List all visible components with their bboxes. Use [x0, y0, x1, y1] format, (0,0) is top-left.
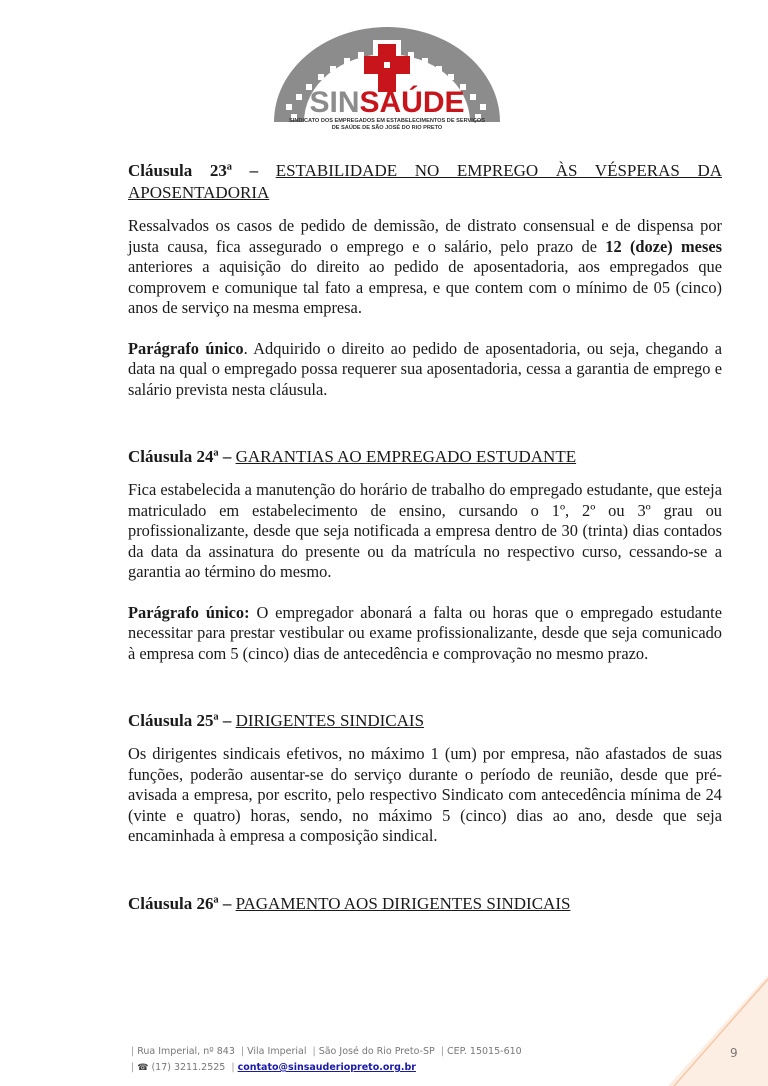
sinsaude-logo [262, 18, 512, 136]
footer-address: Rua Imperial, nº 843 [137, 1046, 235, 1057]
clause-23-paragraph: Ressalvados os casos de pedido de demissão, de distrato consensual e de dispensa por justa causa, fica assegurado o emprego e o salário, pelo prazo de 12 (doze) meses anteriores a aquisição do direito ao pedido de aposentadoria, aos empregados que comprovem e comunique tal fato a empresa, e que contem com o mínimo de 05 (cinco) anos de serviço na mesma empresa. [128, 216, 722, 317]
clause-25-paragraph: Os dirigentes sindicais efetivos, no máximo 1 (um) por empresa, não afastados de suas funções, poderão ausentar-se do serviço durante o período de reunião, desde que pré-avisada a empresa, por escrito, pelo respectivo Sindicato com antecedência mínima de 24 (vinte e quatro) horas, sendo, no máximo 5 (cinco) dias ao ano, desde que seja encaminhada à empresa a composição sindical. [128, 744, 722, 845]
footer-contact-line: | ☎ (17) 3211.2525 | contato@sinsauderiopreto.org.br [131, 1062, 416, 1073]
clause-title: ESTABILIDADE NO EMPREGO ÀS VÉSPERAS DA APOSENTADORIA [128, 161, 723, 202]
footer-address-line: | Rua Imperial, nº 843 | Vila Imperial | São José do Rio Preto-SP | CEP. 15015-610 [131, 1046, 522, 1057]
clause-dash: – [222, 711, 232, 730]
footer-email-link[interactable]: contato@sinsauderiopreto.org.br [237, 1062, 416, 1073]
logo-subtitle-line2: DE SAÚDE DE SÃO JOSÉ DO RIO PRETO [331, 125, 443, 131]
clause-24-heading [128, 446, 722, 468]
clause-23-heading [128, 160, 722, 204]
clause-23-sole-paragraph: Parágrafo único. Adquirido o direito ao pedido de aposentadoria, ou seja, chegando a data na qual o empregado possa requerer sua aposentadoria, cessa a garantia de emprego e salário prevista nesta cláusula. [128, 338, 722, 399]
clause-24-sole-paragraph: Parágrafo único: O empregador abonará a falta ou horas que o empregado estudante necessitar para prestar vestibular ou exame profissionalizante, desde que seja comunicado à empresa com 5 (cinco) dias de antecedência e comprovação no mesmo prazo. [128, 602, 722, 663]
clause-label: Cláusula 25ª [128, 711, 219, 730]
clause-25-heading [128, 710, 722, 732]
logo-subtitle-line1: SINDICATO DOS EMPREGADOS EM ESTABELECIMENTOS DE SERVIÇOS [289, 118, 485, 124]
phone-icon: ☎ [137, 1063, 149, 1073]
clause-label: Cláusula 26ª [128, 893, 219, 913]
footer [128, 1044, 522, 1076]
page-number: 9 [730, 1046, 738, 1060]
clause-24-paragraph: Fica estabelecida a manutenção do horário de trabalho do empregado estudante, que esteja matriculado em estabelecimento de ensino, cursando o 1º, 2º ou 3º grau ou profissionalizante, desde que seja notificada a empresa dentro de 30 (trinta) dias contados da data da assinatura do presente ou da matrícula no respectivo curso, cessando-se a garantia ao término do mesmo. [128, 480, 722, 581]
clause-dash: – [222, 893, 232, 913]
clause-label: Cláusula 23ª [128, 161, 232, 180]
footer-district: Vila Imperial [247, 1046, 307, 1057]
clause-dash: – [249, 161, 259, 180]
clause-title: DIRIGENTES SINDICAIS [235, 711, 425, 730]
logo-graphic [262, 18, 512, 136]
document-body [128, 160, 722, 915]
clause-label: Cláusula 24ª [128, 447, 219, 466]
clause-title: PAGAMENTO AOS DIRIGENTES SINDICAIS [235, 893, 571, 913]
clause-dash: – [222, 447, 232, 466]
clause-26-heading [128, 893, 722, 915]
footer-phone: (17) 3211.2525 [151, 1062, 226, 1073]
logo-name: SINSAÚDE [309, 86, 465, 119]
footer-cep: CEP. 15015-610 [447, 1046, 522, 1057]
clause-title: GARANTIAS AO EMPREGADO ESTUDANTE [235, 447, 577, 466]
footer-city: São José do Rio Preto-SP [318, 1046, 435, 1057]
decorative-corner [668, 975, 768, 1086]
